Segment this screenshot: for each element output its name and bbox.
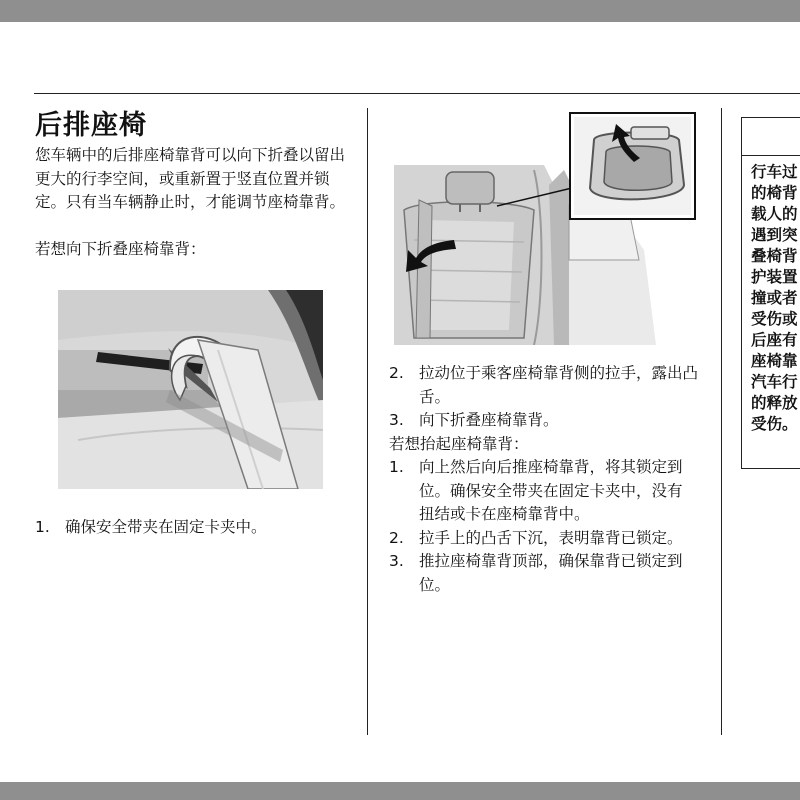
- warning-line: 的释放: [751, 394, 798, 412]
- list-item: [35, 516, 355, 540]
- step-number: 2.: [389, 364, 404, 382]
- bottom-band: [0, 782, 800, 800]
- step-number: 1.: [389, 458, 404, 476]
- warning-line: 受伤。: [751, 415, 798, 433]
- page-title: 后排座椅: [35, 110, 147, 141]
- intro-paragraph: 您车辆中的后排座椅靠背可以向下折叠以留出更大的行李空间，或重新置于竖直位置并锁定。只有当车辆静止时，才能调节座椅靠背。: [35, 146, 346, 211]
- step-number: 3.: [389, 411, 404, 429]
- column-divider-2: [721, 108, 722, 735]
- warning-header: [742, 118, 800, 156]
- list-item: [389, 409, 704, 433]
- list-item: [389, 550, 689, 597]
- warning-line: 行车过: [751, 163, 798, 181]
- seatback-release-illustration: [394, 110, 699, 345]
- warning-text: [742, 156, 800, 435]
- warning-line: 遇到突: [751, 226, 798, 244]
- list-item: [389, 362, 704, 409]
- warning-line: 叠椅背: [751, 247, 798, 265]
- list-item: [389, 456, 689, 527]
- step-text: 向下折叠座椅靠背。: [419, 411, 559, 429]
- warning-line: 撞或者: [751, 289, 798, 307]
- step-text: 拉手上的凸舌下沉，表明靠背已锁定。: [419, 528, 683, 547]
- step-text: 推拉座椅靠背顶部，确保靠背已锁定到位。: [419, 552, 683, 594]
- seatbelt-clip-illustration: [58, 290, 323, 489]
- warning-line: 汽车行: [751, 373, 798, 391]
- step-number: 2.: [389, 528, 404, 547]
- header-rule: [34, 93, 800, 94]
- raise-heading: 若想抬起座椅靠背：: [389, 434, 529, 453]
- top-band: [0, 0, 800, 22]
- step-number: 3.: [389, 552, 404, 570]
- step-text: 向上然后向后推座椅靠背，将其锁定到位。确保安全带夹在固定卡夹中，没有扭结或卡在座椅靠背中。: [419, 458, 683, 523]
- warning-line: 后座有: [751, 331, 798, 349]
- warning-line: 座椅靠: [751, 352, 798, 370]
- list-item: [389, 527, 689, 551]
- warning-line: 受伤或: [751, 310, 798, 328]
- warning-box: [741, 117, 800, 469]
- column-divider-1: [367, 108, 368, 735]
- fold-steps-continued: [389, 362, 704, 597]
- warning-line: 护装置: [751, 268, 798, 286]
- step-number: 1.: [35, 518, 50, 536]
- warning-line: 的椅背: [751, 184, 798, 202]
- warning-line: 载人的: [751, 205, 798, 223]
- step-text: 确保安全带夹在固定卡夹中。: [65, 518, 267, 536]
- fold-heading: 若想向下折叠座椅靠背：: [35, 240, 206, 258]
- fold-step-1: [35, 516, 355, 540]
- step-text: 拉动位于乘客座椅靠背侧的拉手，露出凸舌。: [419, 364, 699, 406]
